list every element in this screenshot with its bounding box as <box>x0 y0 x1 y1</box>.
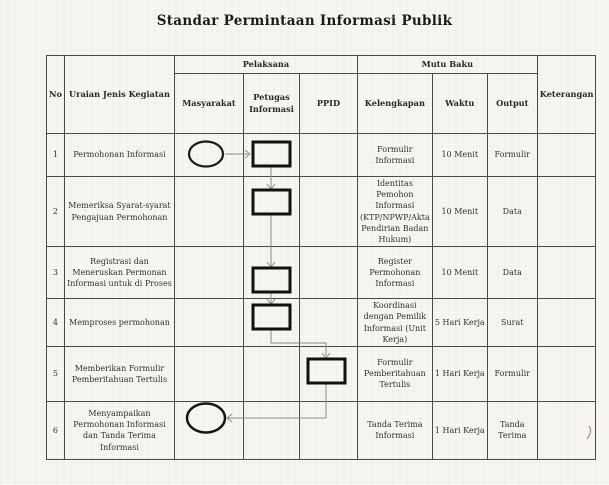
header-mutu-baku: Mutu Baku <box>357 56 537 74</box>
cell-waktu: 1 Hari Kerja <box>432 401 487 459</box>
header-petugas-informasi: Petugas Informasi <box>243 74 299 134</box>
cell-keterangan <box>537 134 596 177</box>
lane-masyarakat <box>174 401 243 459</box>
lane-petugas <box>243 299 299 347</box>
cell-no: 4 <box>47 299 65 347</box>
header-kelengkapan: Kelengkapan <box>357 74 432 134</box>
header-waktu: Waktu <box>432 74 487 134</box>
cell-output: Surat <box>487 299 537 347</box>
lane-petugas <box>243 134 299 177</box>
cell-no: 2 <box>47 177 65 247</box>
cell-keterangan <box>537 299 596 347</box>
header-masyarakat: Masyarakat <box>174 74 243 134</box>
cell-kelengkapan: Register Permohonan Informasi <box>357 247 432 299</box>
table-row <box>47 346 596 401</box>
table-row <box>47 247 596 299</box>
cell-keterangan <box>537 247 596 299</box>
table-row <box>47 299 596 347</box>
cell-kelengkapan: Tanda Terima Informasi <box>357 401 432 459</box>
cell-output: Tanda Terima <box>487 401 537 459</box>
lane-petugas <box>243 177 299 247</box>
cell-activity: Memproses permohonan <box>64 299 174 347</box>
cell-kelengkapan: Identitas Pemohon Informasi (KTP/NPWP/Akta Pendirian Badan Hukum) <box>357 177 432 247</box>
cell-no: 3 <box>47 247 65 299</box>
cell-no: 5 <box>47 346 65 401</box>
table-row <box>47 134 596 177</box>
cell-activity: Memeriksa Syarat-syarat Pengajuan Permohonan <box>64 177 174 247</box>
lane-petugas <box>243 346 299 401</box>
cell-output: Data <box>487 247 537 299</box>
cell-waktu: 1 Hari Kerja <box>432 346 487 401</box>
header-no: No <box>47 56 65 134</box>
header-keterangan: Keterangan <box>537 56 596 134</box>
cell-kelengkapan: Formulir Pemberitahuan Tertulis <box>357 346 432 401</box>
table-row <box>47 401 596 459</box>
lane-ppid <box>299 134 357 177</box>
cell-activity: Registrasi dan Meneruskan Permonan Informasi untuk di Proses <box>64 247 174 299</box>
table-row <box>47 177 596 247</box>
cell-keterangan <box>537 346 596 401</box>
lane-ppid <box>299 346 357 401</box>
cell-no: 6 <box>47 401 65 459</box>
sop-table <box>46 55 596 460</box>
cell-no: 1 <box>47 134 65 177</box>
cell-activity: Menyampaikan Permohonan Informasi dan Tanda Terima Informasi <box>64 401 174 459</box>
cell-waktu: 10 Menit <box>432 177 487 247</box>
lane-petugas <box>243 247 299 299</box>
cell-keterangan <box>537 401 596 459</box>
cell-output: Formulir <box>487 346 537 401</box>
lane-masyarakat <box>174 177 243 247</box>
cell-kelengkapan: Formulir Informasi <box>357 134 432 177</box>
lane-ppid <box>299 247 357 299</box>
lane-masyarakat <box>174 299 243 347</box>
lane-ppid <box>299 177 357 247</box>
cell-activity: Permohonan Informasi <box>64 134 174 177</box>
cell-waktu: 5 Hari Kerja <box>432 299 487 347</box>
lane-ppid <box>299 299 357 347</box>
header-pelaksana: Pelaksana <box>174 56 357 74</box>
cell-output: Data <box>487 177 537 247</box>
page-title: Standar Permintaan Informasi Publik <box>156 13 453 29</box>
header-group-row <box>47 56 596 74</box>
cell-waktu: 10 Menit <box>432 247 487 299</box>
header-activity: Uraian Jenis Kegiatan <box>64 56 174 134</box>
lane-masyarakat <box>174 134 243 177</box>
cell-activity: Memberikan Formulir Pemberitahuan Tertulis <box>64 346 174 401</box>
header-output: Output <box>487 74 537 134</box>
cell-output: Formulir <box>487 134 537 177</box>
lane-ppid <box>299 401 357 459</box>
cell-keterangan <box>537 177 596 247</box>
lane-masyarakat <box>174 247 243 299</box>
cell-kelengkapan: Koordinasi dengan Pemilik Informasi (Unit Kerja) <box>357 299 432 347</box>
lane-masyarakat <box>174 346 243 401</box>
lane-petugas <box>243 401 299 459</box>
header-ppid: PPID <box>299 74 357 134</box>
cell-waktu: 10 Menit <box>432 134 487 177</box>
